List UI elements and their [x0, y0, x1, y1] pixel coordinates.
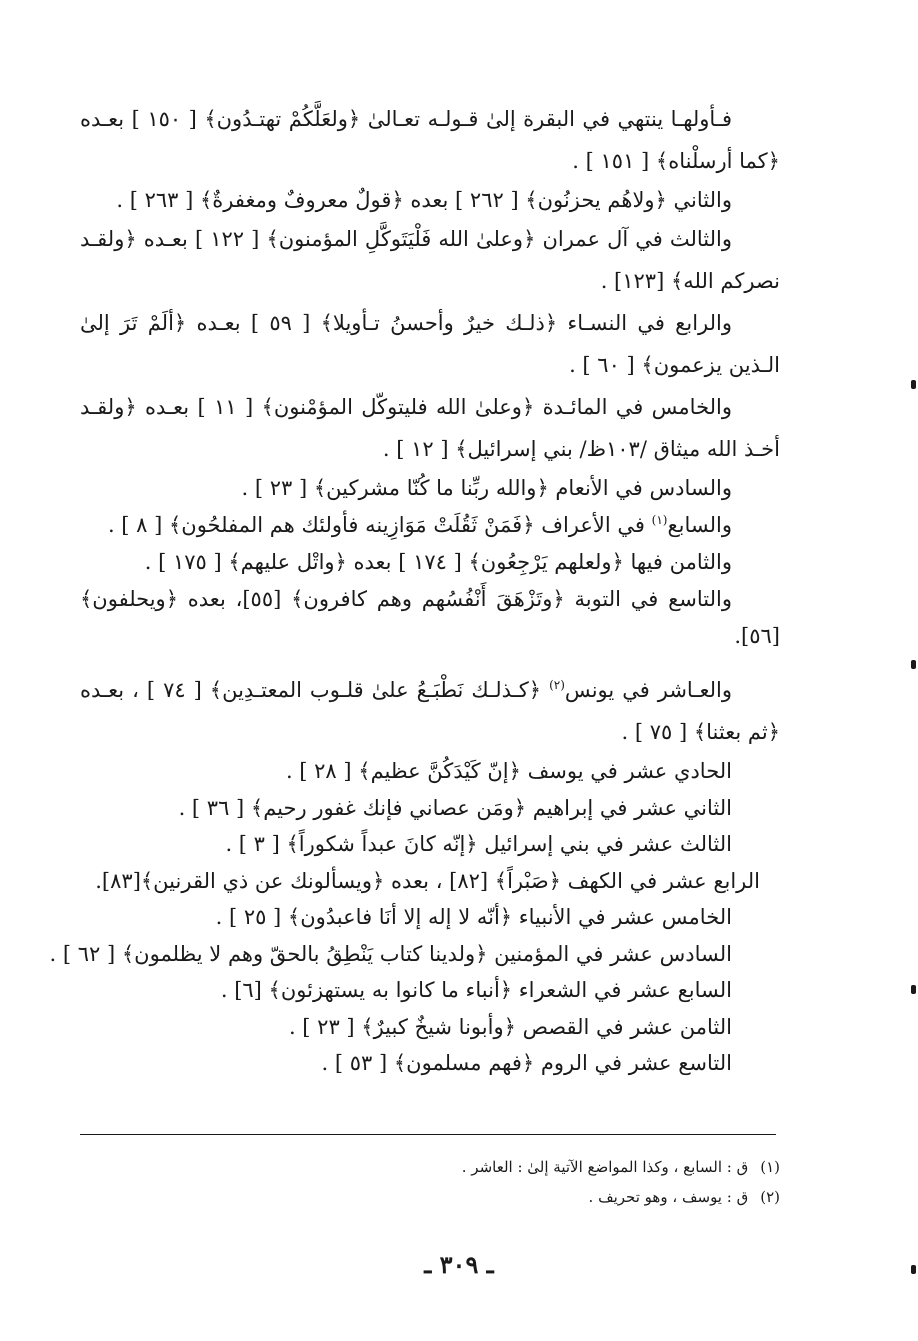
footnote-2: [80, 1182, 780, 1212]
paragraph-tenth-label: والعـاشر في يونس: [564, 678, 732, 702]
footnote-ref-1: (١): [651, 513, 668, 527]
page-number: ـ ٣٠٩ ـ: [424, 1250, 494, 1279]
margin-mark: [911, 985, 916, 994]
paragraph-third: والثالث في آل عمران ﴿وعلىٰ الله فَلْيَتَوكَّلِ المؤمنون﴾ [ ١٢٢ ] بعـده ﴿ولقـد نصركم الله﴾ [١٢٣] .: [80, 227, 780, 293]
entry-seventh-text: في الأعراف ﴿فَمَنْ ثَقُلَتْ مَوَازِينه فأولئك هم المفلحُون﴾ [ ٨ ] .: [107, 513, 645, 537]
entry-13: الثالث عشر في بني إسرائيل ﴿إنّه كانَ عبداً شكوراً﴾ [ ٣ ] .: [225, 832, 732, 856]
footnote-ref-2: (٢): [549, 678, 565, 692]
footnotes: [80, 1152, 780, 1212]
entry-15: الخامس عشر في الأنبياء ﴿أنّه لا إله إلا أنَا فاعبدُون﴾ [ ٢٥ ] .: [215, 905, 732, 929]
footnote-mark: (١): [760, 1158, 780, 1176]
entry-sixth: والسادس في الأنعام ﴿والله ربِّنا ما كُنّا مشركين﴾ [ ٢٣ ] .: [241, 476, 732, 500]
footnote-divider: [80, 1134, 776, 1135]
entry-eighth: والثامن فيها ﴿ولعلهم يَرْجِعُون﴾ [ ١٧٤ ] بعده ﴿واتْل عليهم﴾ [ ١٧٥ ] .: [144, 550, 732, 574]
paragraph-second: والثاني ﴿ولاهُم يحزنُون﴾ [ ٢٦٢ ] بعده ﴿قولٌ معروفٌ ومغفرةٌ﴾ [ ٢٦٣ ] .: [116, 188, 732, 212]
footnote-text: ق : يوسف ، وهو تحريف .: [588, 1188, 749, 1206]
paragraph-first: فـأولهـا ينتهي في البقرة إلىٰ قـولـه تعـالىٰ ﴿ولعَلَّكُمْ تهتـدُون﴾ [ ١٥٠ ] بعـده ﴿كما أرسلْناه﴾ [ ١٥١ ] .: [80, 107, 780, 173]
paragraph-tenth: [80, 669, 780, 753]
paragraph-fifth: والخامس في المائـدة ﴿وعلىٰ الله فليتوكّل المؤمْنون﴾ [ ١١ ] بعـده ﴿ولقـد أخـذ الله ميثاق /١٠٣ظ/ بني إسرائيل﴾ [ ١٢ ] .: [80, 395, 780, 461]
entry-seventh-label: والسابع: [667, 513, 732, 537]
entry-17: السابع عشر في الشعراء ﴿أنباء ما كانوا به يستهزئون﴾ [٦] .: [220, 978, 732, 1002]
paragraph-fourth: والرابع في النسـاء ﴿ذلـك خيرٌ وأحسنُ تـأويلا﴾ [ ٥٩ ] بعـده ﴿ألَمْ تَرَ إلىٰ الـذين يزعمون﴾ [ ٦٠ ] .: [80, 311, 780, 377]
footnote-text: ق : السابع ، وكذا المواضع الآتية إلىٰ : العاشر .: [461, 1158, 749, 1176]
main-text: [49, 98, 780, 1082]
margin-mark: [911, 660, 916, 669]
entry-14: الرابع عشر في الكهف ﴿صَبْراً﴾ [٨٢] ، بعده ﴿ويسألونك عن ذي القرنين﴾[٨٣].: [95, 868, 760, 893]
list-entries: [49, 753, 780, 1082]
entry-12: الثاني عشر في إبراهيم ﴿ومَن عصاني فإنك غفور رحيم﴾ [ ٣٦ ] .: [178, 795, 732, 820]
paragraph-tenth-text: ﴿كـذلـك نَطْبَـعُ علىٰ قلـوب المعتـدِين﴾ [ ٧٤ ] ، بعـده ﴿ثم بعثنا﴾ [ ٧٥ ] .: [80, 678, 780, 744]
entry-18: الثامن عشر في القصص ﴿وأبونا شيخٌ كبيرٌ﴾ [ ٢٣ ] .: [288, 1014, 732, 1039]
entry-16: السادس عشر في المؤمنين ﴿ولدينا كتاب يَنْطِقُ بالحقّ وهم لا يظلمون﴾ [ ٦٢ ] .: [49, 941, 732, 966]
entry-11: الحادي عشر في يوسف ﴿إنّ كَيْدَكُنَّ عظيم﴾ [ ٢٨ ] .: [285, 759, 732, 783]
footnote-mark: (٢): [760, 1188, 780, 1206]
entry-ninth: والتاسع في التوبة ﴿وتَزْهَقَ أَنْفُسُهم وهم كافرون﴾ [٥٥]، بعده ﴿ويحلفون﴾ [٥٦].: [80, 587, 780, 648]
entry-19: التاسع عشر في الروم ﴿فهم مسلمون﴾ [ ٥٣ ] .: [321, 1051, 732, 1075]
margin-mark: [911, 1265, 916, 1274]
footnote-1: [80, 1152, 780, 1182]
margin-mark: [911, 380, 916, 389]
entry-seventh: [80, 507, 780, 544]
